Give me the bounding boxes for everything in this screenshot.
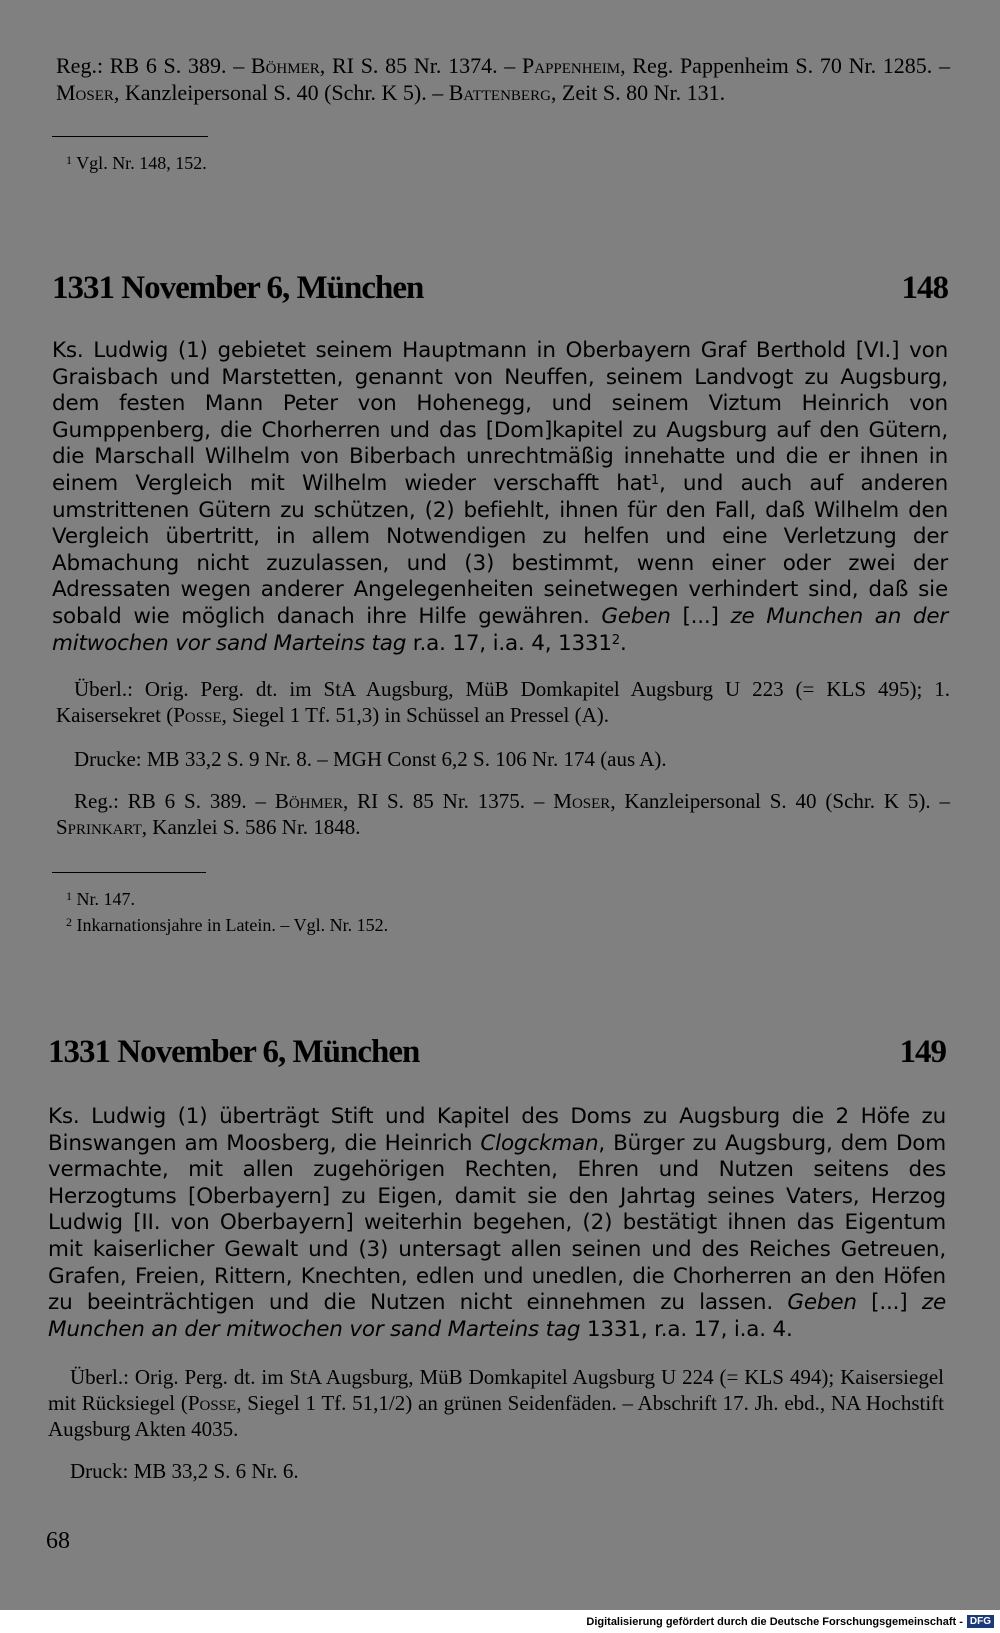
meta-text: Druck: MB 33,2 S. 6 Nr. 6.	[70, 1459, 299, 1483]
footnote-text: Nr. 147.	[76, 889, 135, 909]
entry-heading	[52, 270, 948, 307]
footnote-divider	[52, 136, 208, 137]
footnote-text: Vgl. Nr. 148, 152.	[76, 153, 207, 173]
footnote-ref: 2	[611, 632, 620, 648]
footer-credit	[586, 1615, 994, 1628]
author-boehmer: Böhmer	[250, 53, 320, 78]
author-moser: Moser	[56, 80, 114, 105]
summary-text: .	[619, 630, 627, 656]
footnote-mark: 1	[66, 153, 72, 167]
entry-ueberlieferung	[56, 676, 950, 728]
footnote	[66, 912, 388, 938]
entry-date-place: 1331 November 6, München	[48, 1034, 420, 1070]
meta-text: Reg.: RB 6 S. 389. –	[74, 789, 275, 813]
footnote-divider	[52, 872, 206, 873]
author-battenberg: Battenberg	[448, 80, 551, 105]
author-posse: Posse	[187, 1391, 237, 1415]
reg-text: , RI S. 85 Nr. 1374. –	[319, 53, 522, 78]
meta-text: , RI S. 85 Nr. 1375. –	[343, 789, 554, 813]
footnote	[66, 886, 135, 912]
author-boehmer: Böhmer	[274, 789, 344, 813]
summary-text: r.a. 17, i.a. 4, 1331	[406, 630, 612, 656]
entry-date-place: 1331 November 6, München	[52, 270, 424, 306]
meta-text: , Siegel 1 Tf. 51,3) in Schüssel an Pressel (A).	[221, 703, 610, 727]
meta-text: Drucke: MB 33,2 S. 9 Nr. 8. – MGH Const 6,2 S. 106 Nr. 174 (aus A).	[74, 747, 667, 771]
footnote-text: Inkarnationsjahre in Latein. – Vgl. Nr. 152.	[76, 915, 389, 935]
ellipsis: [...]	[670, 603, 731, 629]
footnote-mark: 1	[66, 889, 72, 903]
entry-summary	[52, 338, 948, 657]
reg-text: , Reg. Pappenheim S. 70 Nr. 1285. –	[620, 53, 950, 78]
quote-text: ze Munchen an der mitwochen vor sand Marteins tag	[48, 1290, 946, 1342]
footnote-mark: 2	[66, 915, 72, 929]
author-sprinkart: Sprinkart	[56, 815, 142, 839]
entry-regesten	[56, 788, 950, 840]
author-posse: Posse	[173, 703, 222, 727]
footnote-ref: 1	[650, 472, 659, 488]
summary-text: , und auch auf anderen umstrittenen Gütern zu schützen, (2) befiehlt, ihnen für den Fall, daß Wilhelm den Vergleich übertritt, in allem Notwendigen zu helfen und eine Verletzung der Abmachung nicht zuzulassen, und (3) bestimmt, wenn einer oder zwei der Adressaten wegen anderer Angelegenheiten seinetwegen verhindert sind, daß sie sobald wie möglich danach ihre Hilfe gewähren.	[52, 470, 948, 629]
summary-text: , Bürger zu Augsburg, dem Dom vermachte, mit allen zugehörigen Rechten, Ehren und Nutzen seitens des Herzogtums [Oberbayern] zu Eigen, damit sie den Jahrtag seines Vaters, Herzog Ludwig [II. von Oberbayern] weiterhin begehen, (2) bestätigt ihnen das Eigentum mit kaiserlicher Gewalt und (3) untersagt allen seinen und des Reiches Getreuen, Grafen, Freien, Rittern, Knechten, edlen und unedlen, die Chorherren an den Höfen zu beeinträchtigen und die Nutzen nicht einnehmen zu lassen.	[48, 1130, 946, 1316]
person-name: Clogckman	[480, 1130, 599, 1156]
top-regest-line	[56, 52, 950, 106]
entry-summary	[48, 1104, 946, 1343]
reg-text: Reg.: RB 6 S. 389. –	[56, 53, 251, 78]
entry-number: 149	[899, 1034, 946, 1070]
reg-text: , Zeit S. 80 Nr. 131.	[550, 80, 726, 105]
meta-text: , Kanzleipersonal S. 40 (Schr. K 5). –	[610, 789, 951, 813]
entry-drucke	[74, 746, 954, 772]
author-pappenheim: Pappenheim	[522, 53, 621, 78]
entry-number: 148	[901, 270, 948, 306]
meta-text: , Kanzlei S. 586 Nr. 1848.	[141, 815, 361, 839]
summary-text: Ks. Ludwig (1) überträgt Stift und Kapitel des Doms zu Augsburg die 2 Höfe zu Binswangen am Moosberg, die Heinrich	[48, 1104, 946, 1156]
reg-text: , Kanzleipersonal S. 40 (Schr. K 5). –	[113, 80, 449, 105]
page-number: 68	[46, 1528, 70, 1554]
meta-text: , Siegel 1 Tf. 51,1/2) an grünen Seidenfäden. – Abschrift 17. Jh. ebd., NA Hochstift Augsburg Akten 4035.	[48, 1391, 944, 1441]
summary-text: Ks. Ludwig (1) gebietet seinem Hauptmann in Oberbayern Graf Berthold [VI.] von Graisbach und Marstetten, genannt von Neuffen, seinem Landvogt zu Augsburg, dem festen Mann Peter von Hohenegg, und seinem Viztum Heinrich von Gumppenberg, die Chorherren und das [Dom]kapitel zu Augsburg auf den Gütern, die Marschall Wilhelm von Biberbach unrechtmäßig innehatte und die er ihnen in einem Vergleich mit Wilhelm wieder verschafft hat	[52, 338, 948, 496]
summary-text: 1331, r.a. 17, i.a. 4.	[580, 1316, 793, 1342]
meta-text: Überl.: Orig. Perg. dt. im StA Augsburg, MüB Domkapitel Augsburg U 224 (= KLS 494); Kaisersiegel mit Rücksiegel (	[48, 1365, 944, 1415]
dfg-logo: DFG	[967, 1615, 994, 1628]
quote-geben: Geben	[787, 1290, 857, 1316]
ellipsis: [...]	[856, 1290, 922, 1316]
footnote	[66, 150, 207, 176]
entry-druck	[70, 1458, 950, 1484]
quote-text: ze Munchen an der mitwochen vor sand Marteins tag	[52, 603, 948, 656]
meta-text: Überl.: Orig. Perg. dt. im StA Augsburg, MüB Domkapitel Augsburg U 223 (= KLS 495); 1. Kaisersekret (	[56, 677, 950, 727]
author-moser: Moser	[553, 789, 611, 813]
quote-geben: Geben	[601, 603, 671, 629]
entry-ueberlieferung	[48, 1364, 944, 1442]
footer-text: Digitalisierung gefördert durch die Deutsche Forschungsgemeinschaft -	[586, 1615, 963, 1628]
entry-heading	[48, 1034, 946, 1071]
